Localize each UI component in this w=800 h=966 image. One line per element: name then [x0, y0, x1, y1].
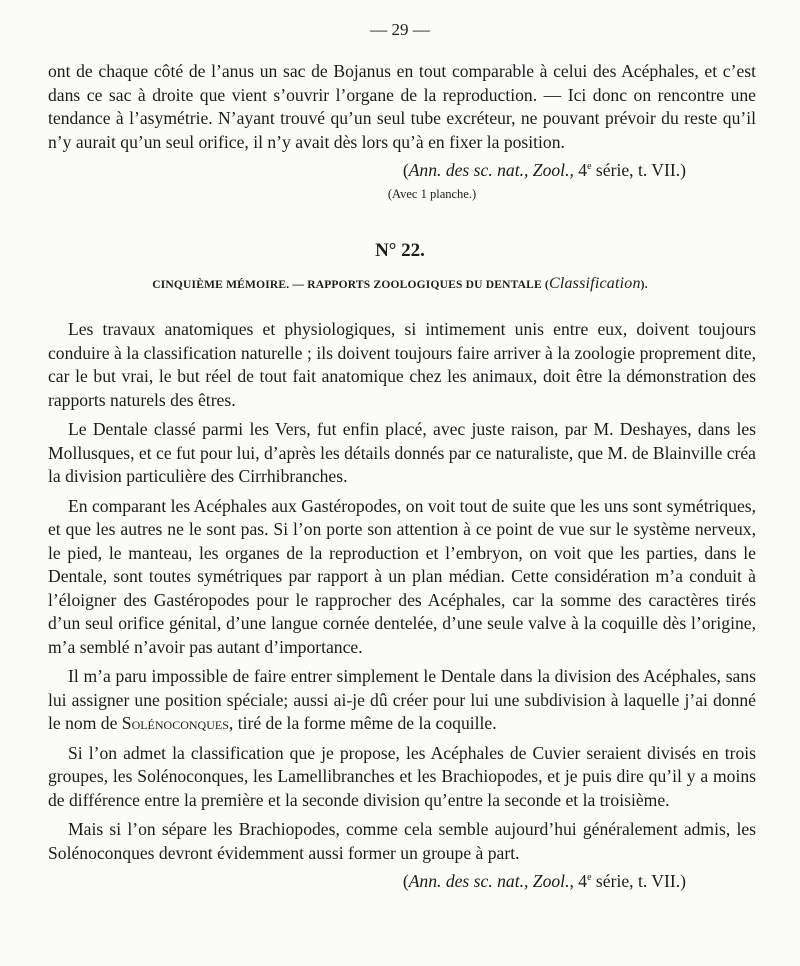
- citation-series-number: 4: [573, 159, 588, 180]
- citation-journal: Ann. des sc. nat., Zool.,: [408, 159, 574, 180]
- memoir-body: [48, 318, 756, 893]
- paragraph-4-b: , tiré de la forme même de la coquille.: [228, 713, 497, 733]
- citation-series-sup: e: [587, 161, 592, 172]
- heading-close: ).: [640, 279, 648, 291]
- citation-2-series-sup: e: [587, 872, 592, 883]
- paragraph-4: [48, 665, 756, 736]
- citation-2-journal: Ann. des sc. nat., Zool.,: [408, 870, 574, 891]
- plate-note: (Avec 1 planche.): [387, 187, 477, 202]
- paragraph-5: Si l’on admet la classification que je propose, les Acéphales de Cuvier seraient divisés en trois groupes, les Solénoconques, les Lamellibranches et les Brachiopodes, et je puis dire qu’il y a moins de différence entre la première et la seconde division qu’entre la seconde et la troisième.: [48, 742, 756, 810]
- citation-open: (: [402, 159, 409, 180]
- citation-2: [48, 866, 756, 893]
- memoir-heading: [0, 275, 800, 293]
- section-continuation: [48, 60, 756, 207]
- citation-rest: série, t. VII.): [591, 159, 686, 180]
- citation-2-open: (: [402, 870, 409, 891]
- paragraph-2: Le Dentale classé parmi les Vers, fut enfin placé, avec juste raison, par M. Deshayes, dans les Mollusques, et ce fut pour lui, d’après les détails donnés par ce naturaliste, que M. de Blainville créa la division particulière des Cirrhibranches.: [48, 419, 756, 486]
- paragraph-continuation: ont de chaque côté de l’anus un sac de Bojanus en tout comparable à celui des Acéphales, et c’est dans ce sac à droite que vient s’ouvrir l’organe de la reproduction. — Ici donc on rencontre une tendance à l’asymétrie. N’ayant trouvé qu’un seul tube excréteur, ne pouvant prévoir du reste qu’il n’y aurait qu’un seul orifice, il n’y avait dès lors qu’à en fixer la position.: [48, 61, 756, 152]
- memoir-number: N° 22.: [375, 240, 425, 261]
- paragraph-1: Les travaux anatomiques et physiologiques, si intimement unis entre eux, doivent toujours conduire à la classification naturelle ; ils doivent toujours faire arriver à la zoologie proprement dite, car le but vrai, le but réel de tout fait anatomique chez les animaux, doit être la démonstration des rapports naturels des êtres.: [48, 319, 756, 410]
- paragraph-6: Mais si l’on sépare les Brachiopodes, comme cela semble aujourd’hui généralement admis, les Solénoconques devront évidemment aussi former un groupe à part.: [48, 819, 756, 863]
- heading-caps: CINQUIÈME MÉMOIRE. — RAPPORTS ZOOLOGIQUES DU DENTALE (: [152, 279, 549, 291]
- paragraph-3: En comparant les Acéphales aux Gastéropodes, on voit tout de suite que les uns sont symétriques, et que les autres ne le sont pas. Si l’on porte son attention à ce point de vue sur le système nerveux, le pied, le manteau, les organes de la reproduction et l’embryon, on voit que les parties, dans le Dentale, sont toutes symétriques par rapport à un plan médian. Cette considération m’a conduit à l’éloigner des Gastéropodes pour le rapprocher des Acéphales, car la somme des caractères tirés d’un seul orifice génital, d’une langue cornée dentelée, d’une seule valve à la coquille dès l’origine, m’a semblé n’avoir pas autant d’importance.: [48, 495, 756, 657]
- heading-italic: Classification: [548, 275, 641, 292]
- paragraph-4-a: Il m’a paru impossible de faire entrer simplement le Dentale dans la division des Acéphales, sans lui assigner une position spéciale; aussi ai-je dû créer pour lui une subdivision à laquelle j’ai donné le nom de: [48, 666, 756, 733]
- paragraph-4-smallcaps: Solénoconques: [121, 713, 229, 733]
- citation-2-rest: série, t. VII.): [591, 870, 686, 891]
- page-number: — 29 —: [370, 20, 430, 39]
- citation-1: [48, 155, 756, 182]
- citation-2-series-number: 4: [573, 870, 588, 891]
